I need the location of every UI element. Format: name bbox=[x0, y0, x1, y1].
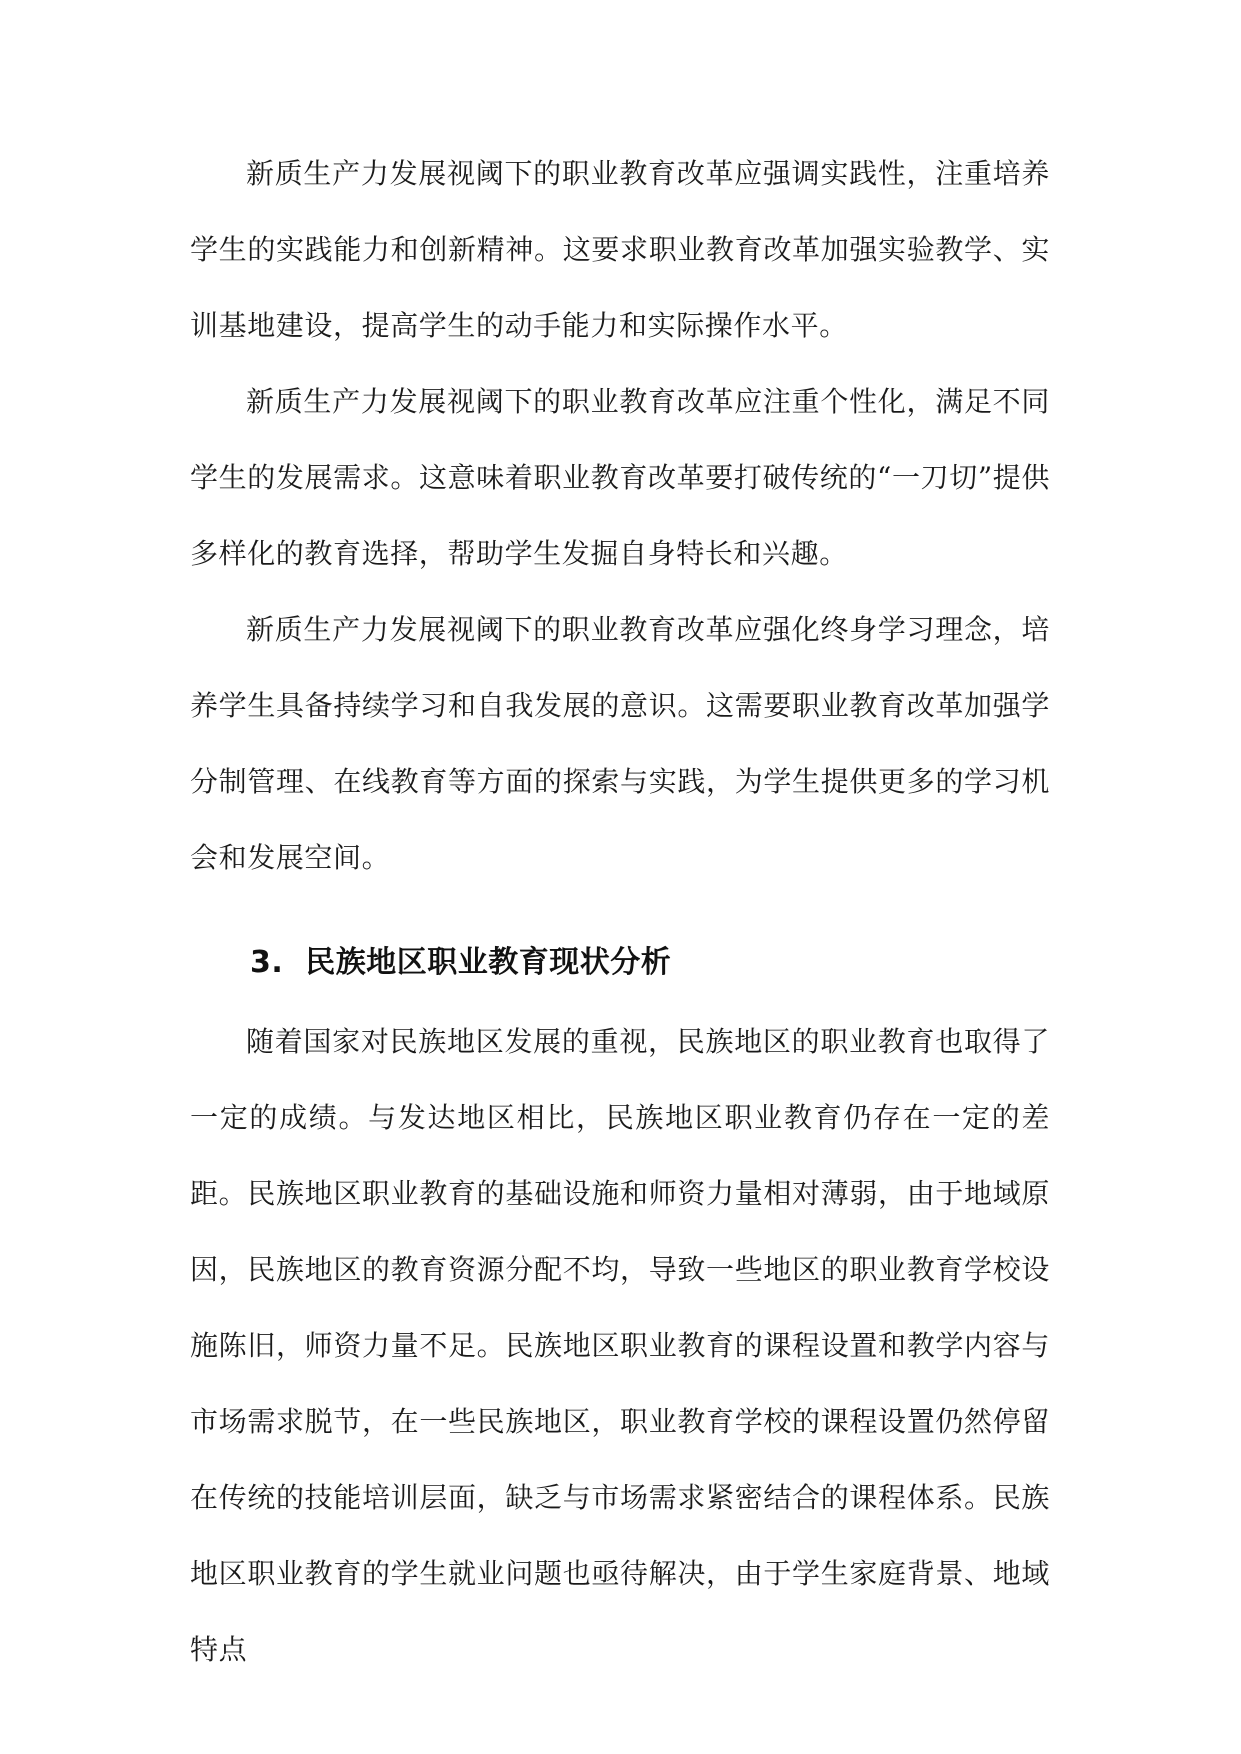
section-heading bbox=[250, 935, 671, 991]
section-number: 3. bbox=[250, 945, 284, 980]
section-title: 民族地区职业教育现状分析 bbox=[305, 945, 672, 980]
paragraph-practicality: 新质生产力发展视阈下的职业教育改革应强调实践性，注重培养学生的实践能力和创新精神。这要求职业教育改革加强实验教学、实训基地建设，提高学生的动手能力和实际操作水平。 bbox=[190, 157, 1050, 342]
paragraph-lifelong-learning: 新质生产力发展视阈下的职业教育改革应强化终身学习理念，培养学生具备持续学习和自我发展的意识。这需要职业教育改革加强学分制管理、在线教育等方面的探索与实践，为学生提供更多的学习机会和发展空间。 bbox=[190, 613, 1050, 874]
paragraph-status-analysis: 随着国家对民族地区发展的重视，民族地区的职业教育也取得了一定的成绩。与发达地区相比，民族地区职业教育仍存在一定的差距。民族地区职业教育的基础设施和师资力量相对薄弱，由于地域原因，民族地区的教育资源分配不均，导致一些地区的职业教育学校设施陈旧，师资力量不足。民族地区职业教育的课程设置和教学内容与市场需求脱节，在一些民族地区，职业教育学校的课程设置仍然停留在传统的技能培训层面，缺乏与市场需求紧密结合的课程体系。民族地区职业教育的学生就业问题也亟待解决，由于学生家庭背景、地域特点 bbox=[190, 1025, 1050, 1666]
paragraph-personalization: 新质生产力发展视阈下的职业教育改革应注重个性化，满足不同学生的发展需求。这意味着职业教育改革要打破传统的“一刀切”提供多样化的教育选择，帮助学生发掘自身特长和兴趣。 bbox=[190, 385, 1050, 570]
